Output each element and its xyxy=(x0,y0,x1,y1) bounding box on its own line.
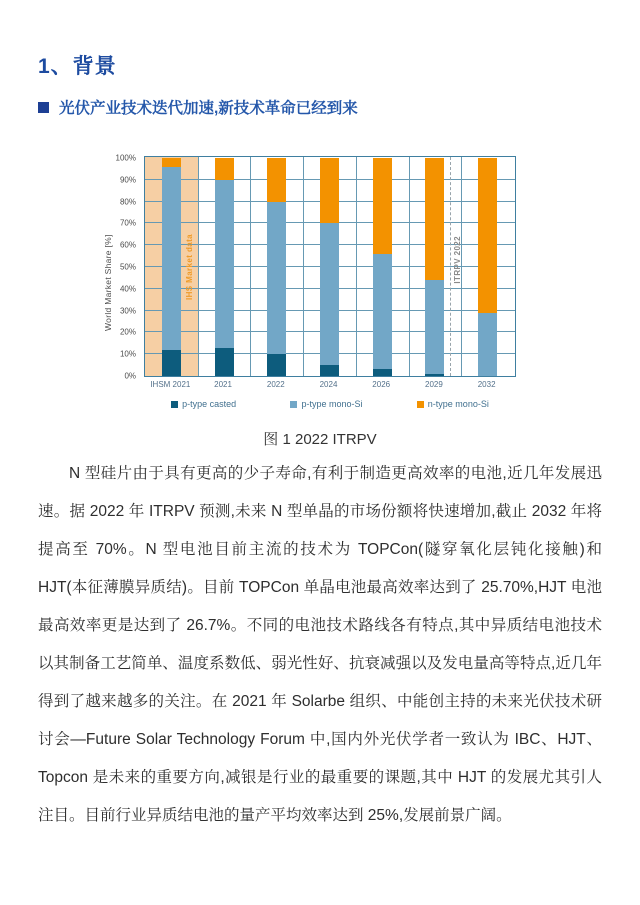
bar-segment xyxy=(267,354,286,376)
market-share-chart xyxy=(98,148,538,416)
bar-segment xyxy=(162,167,181,350)
x-tick-label: 2032 xyxy=(477,380,496,389)
bar-segment xyxy=(478,313,497,376)
bar-segment xyxy=(425,374,444,376)
x-axis-ticks xyxy=(144,380,516,392)
x-tick-label: IHSM 2021 xyxy=(150,380,191,389)
legend-item xyxy=(417,399,489,409)
v-gridline xyxy=(250,157,251,376)
bar-segment xyxy=(215,348,234,376)
y-tick-label: 30% xyxy=(119,306,136,316)
bar-segment xyxy=(373,369,392,376)
legend-swatch-icon xyxy=(171,401,178,408)
y-tick-label: 70% xyxy=(119,218,136,228)
section-heading: 1、背景 xyxy=(38,55,117,78)
body-paragraph: N 型硅片由于具有更高的少子寿命,有利于制造更高效率的电池,近几年发展迅速。据 2022 年 ITRPV 预测,未来 N 型单晶的市场份额将快速增加,截止 2032 年将提高至 70%。N 型电池目前主流的技术为 TOPCon(隧穿氧化层钝化接触)和 HJT(本征薄膜异质结)。目前 TOPCon 单晶电池最高效率达到了 25.70%,HJT 电池最高效率更是达到了 26.7%。不同的电池技术路线各有特点,其中异质结电池技术以其制备工艺简单、温度系数低、弱光性好、抗衰减强以及发电量高等特点,近几年得到了越来越多的关注。在 2021 年 Solarbe 组织、中能创主持的未来光伏技术研讨会—Future Solar Technology Forum 中,国内外光伏学者一致认为 IBC、HJT、Topcon 是未来的重要方向,减银是行业的最重要的课题,其中 HJT 的发展尤其引人注目。目前行业异质结电池的量产平均效率达到 25%,发展前景广阔。 xyxy=(38,465,602,824)
bar-segment xyxy=(373,254,392,370)
v-gridline xyxy=(198,157,199,376)
x-tick-label: 2021 xyxy=(214,380,232,389)
y-tick-label: 40% xyxy=(119,284,136,294)
bar-segment xyxy=(425,158,444,280)
bar-segment xyxy=(162,158,181,167)
legend-item xyxy=(171,399,236,409)
y-tick-label: 10% xyxy=(119,349,136,359)
legend-swatch-icon xyxy=(417,401,424,408)
v-gridline xyxy=(356,157,357,376)
x-tick-label: 2022 xyxy=(266,380,285,389)
y-tick-label: 100% xyxy=(115,153,136,163)
bar-segment xyxy=(215,158,234,180)
v-gridline xyxy=(303,157,304,376)
v-gridline xyxy=(409,157,410,376)
bar-segment xyxy=(320,365,339,376)
bar-segment xyxy=(373,158,392,254)
bullet-line xyxy=(38,96,358,118)
bar-segment xyxy=(478,158,497,313)
plot-area xyxy=(144,156,516,377)
x-tick-label: 2029 xyxy=(425,380,443,389)
y-tick-label: 90% xyxy=(119,175,136,185)
legend-label: n-type mono-Si xyxy=(427,399,489,409)
y-tick-label: 20% xyxy=(119,327,136,337)
y-axis-ticks xyxy=(98,153,140,381)
figure-caption: 图 1 2022 ITRPV xyxy=(263,431,377,448)
y-axis-label: World Market Share [%] xyxy=(103,234,113,332)
y-tick-label: 80% xyxy=(119,197,136,207)
bullet-text: 光伏产业技术迭代加速,新技术革命已经到来 xyxy=(59,100,358,117)
bar-segment xyxy=(267,158,286,202)
y-tick-label: 50% xyxy=(119,262,136,272)
x-tick-label: 2026 xyxy=(372,380,391,389)
legend-label: p-type casted xyxy=(182,399,237,409)
forecast-divider-label: ITRPV 2022 xyxy=(453,235,463,284)
bar-segment xyxy=(215,180,234,348)
y-tick-label: 60% xyxy=(119,240,136,250)
forecast-divider-line xyxy=(450,157,451,376)
legend-label: p-type mono-Si xyxy=(301,399,363,409)
bar-segment xyxy=(320,223,339,365)
chart-legend xyxy=(144,399,516,409)
band-label: IHS Market data xyxy=(184,233,194,300)
bar-segment xyxy=(162,350,181,376)
bullet-square-icon xyxy=(38,102,49,113)
y-tick-label: 0% xyxy=(124,371,136,381)
x-tick-label: 2024 xyxy=(319,380,338,389)
legend-swatch-icon xyxy=(290,401,297,408)
legend-item xyxy=(290,399,362,409)
bar-segment xyxy=(425,280,444,374)
bar-segment xyxy=(267,202,286,355)
bar-segment xyxy=(320,158,339,223)
